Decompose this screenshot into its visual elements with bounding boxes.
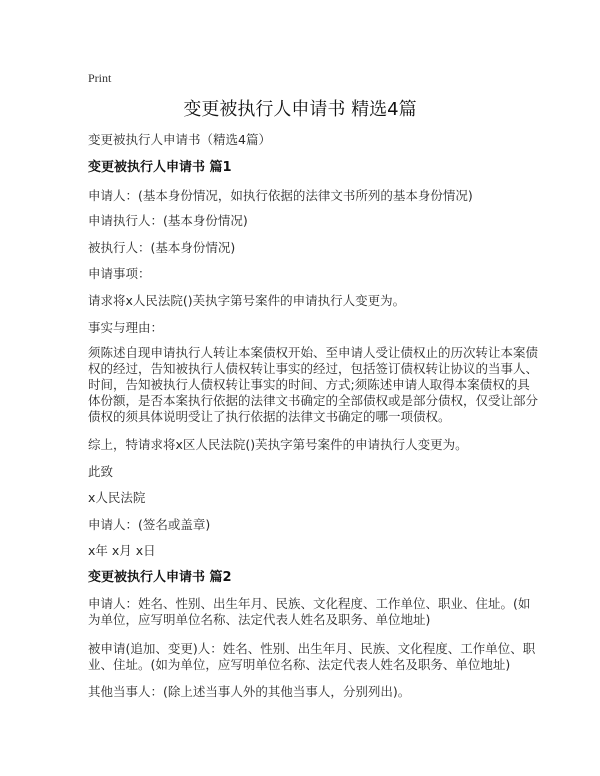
facts-paragraph-line: 权的经过，告知被执行人债权转让事实的经过，包括签订债权转让协议的当事人、 [88, 361, 539, 376]
signature-line: 申请人：(签名或盖章) [88, 517, 211, 532]
respondent-paragraph-line: 被申请(追加、变更)人：姓名、性别、出生年月、民族、文化程度、工作单位、职 [88, 641, 536, 656]
applicant-paragraph-line: 为单位，应写明单位名称、法定代表人姓名及职务、单位地址) [88, 612, 431, 627]
summary-line: 综上，特请求将x区人民法院()芙执字第号案件的申请执行人变更为。 [88, 437, 468, 452]
facts-paragraph-line: 债权的须具体说明受让了执行依据的法律文书确定的哪一项债权。 [88, 409, 451, 424]
respondent-paragraph-line: 业、住址。(如为单位，应写明单位名称、法定代表人姓名及职务、单位地址) [88, 657, 511, 672]
print-link[interactable]: Print [88, 71, 112, 85]
facts-label: 事实与理由： [88, 320, 164, 335]
applicant-line: 申请人：(基本身份情况，如执行依据的法律文书所列的基本身份情况) [88, 188, 473, 203]
facts-paragraph-line: 须陈述自现申请执行人转让本案债权开始、至申请人受让债权止的历次转让本案债 [88, 345, 539, 360]
facts-paragraph-line: 体份额，是否本案执行依据的法律文书确定的全部债权或是部分债权，仅受让部分 [88, 393, 539, 408]
request-line: 请求将x人民法院()芙执字第号案件的申请执行人变更为。 [88, 293, 406, 308]
respondent-line: 被执行人：(基本身份情况) [88, 240, 236, 255]
court-line: x人民法院 [88, 490, 146, 505]
facts-paragraph [88, 345, 539, 425]
salutation-line: 此致 [88, 464, 114, 479]
page-title: 变更被执行人申请书 精选4篇 [183, 99, 417, 120]
applicant-paragraph-line: 申请人：姓名、性别、出生年月、民族、文化程度、工作单位、职业、住址。(如 [88, 596, 531, 611]
section-1-heading: 变更被执行人申请书 篇1 [88, 160, 232, 175]
matters-label: 申请事项： [88, 266, 151, 281]
date-line: x年 x月 x日 [88, 543, 156, 558]
section-2-respondent [88, 641, 536, 673]
facts-paragraph-line: 时间，告知被执行人债权转让事实的时间、方式;须陈述申请人取得本案债权的具 [88, 377, 530, 392]
section-2-applicant [88, 596, 531, 628]
document-subtitle: 变更被执行人申请书（精选4篇） [88, 132, 271, 147]
other-parties-line: 其他当事人：(除上述当事人外的其他当事人，分别列出)。 [88, 684, 411, 699]
execution-applicant-line: 申请执行人：(基本身份情况) [88, 213, 248, 228]
section-2-heading: 变更被执行人申请书 篇2 [88, 570, 232, 585]
